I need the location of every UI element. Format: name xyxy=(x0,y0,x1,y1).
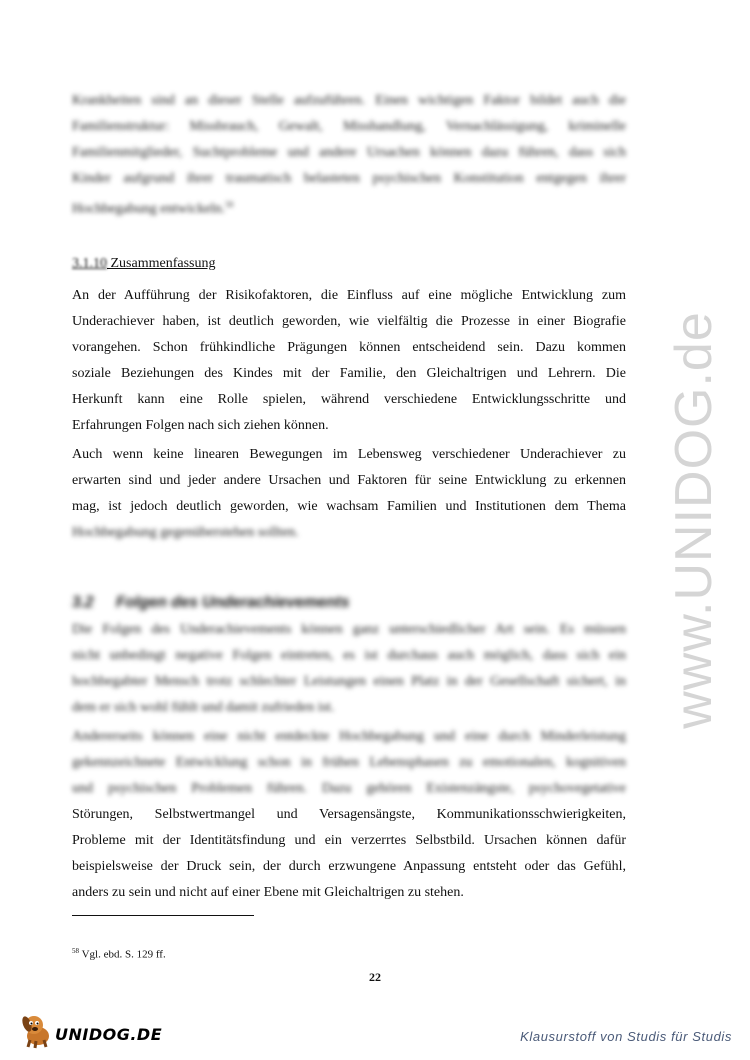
text-line: Familienstruktur: Missbrauch, Gewalt, Misshandlung, Vernachlässigung, kriminelle xyxy=(72,119,626,134)
text-line: Kinder aufgrund ihrer traumatisch belasteten psychischen Konstitution entgegen ihrer xyxy=(72,171,626,186)
text-line: Störungen, Selbstwertmangel und Versagensängste, Kommunikationsschwierigkeiten, xyxy=(72,807,626,822)
text-line: vorangehen. Schon frühkindliche Prägungen können entscheidend sein. Dazu kommen xyxy=(72,340,626,355)
watermark: www.UNIDOG.de xyxy=(665,311,723,729)
intro-paragraph xyxy=(72,88,626,223)
text-line: Die Folgen des Underachievements können ganz unterschiedlicher Art sein. Es müssen xyxy=(72,622,626,637)
footnote-divider xyxy=(72,915,254,916)
text-line: Probleme mit der Identitätsfindung und ein verzerrtes Selbstbild. Ursachen können dafür xyxy=(72,833,626,848)
dog-mascot-icon xyxy=(18,1010,58,1050)
text-line: erwarten sind und jeder andere Ursachen und Faktoren für seine Entwicklung zu erkennen xyxy=(72,473,626,488)
text-line: Herkunft kann eine Rolle spielen, während verschiedene Entwicklungsschritte und xyxy=(72,392,626,407)
summary-paragraph-2 xyxy=(72,442,626,546)
footnote-text: Vgl. ebd. S. 129 ff. xyxy=(81,948,166,961)
text-line-content: Hochbegabung entwickeln. xyxy=(72,201,226,217)
section-title: Folgen des Underachievements xyxy=(116,594,350,611)
text-line xyxy=(72,192,626,223)
summary-paragraph-1 xyxy=(72,283,626,439)
text-line: An der Aufführung der Risikofaktoren, die Einfluss auf eine mögliche Entwicklung zum xyxy=(72,288,626,303)
text-line-blurred: Hochbegabung gegenüberstehen sollten. xyxy=(72,525,299,540)
section-number: 3.2 xyxy=(72,594,94,611)
logo-text: UNIDOG.DE xyxy=(55,1025,163,1044)
text-line-blurred: Andererseits können eine nicht entdeckte Hochbegabung und eine durch Minderleistung xyxy=(72,729,626,744)
footnote-reference[interactable]: 58 xyxy=(225,200,234,209)
section-heading xyxy=(72,594,349,612)
subsection-title: Zusammenfassung xyxy=(110,256,216,271)
text-line: Erfahrungen Folgen nach sich ziehen können. xyxy=(72,418,329,433)
page-number: 22 xyxy=(369,970,381,984)
footnote-marker: 58 xyxy=(72,947,79,955)
text-line: Krankheiten sind an dieser Stelle aufzuführen. Einen wichtigen Faktor bildet auch die xyxy=(72,93,626,108)
tagline: Klausurstoff von Studis für Studis xyxy=(520,1029,732,1044)
text-line: hochbegabter Mensch trotz schlechter Leistungen einen Platz in der Gesellschaft sichert, in xyxy=(72,674,626,689)
text-line: Familienmitglieder, Suchtprobleme und andere Ursachen können dazu führen, dass sich xyxy=(72,145,626,160)
text-line: beispielsweise der Druck sein, der durch erzwungene Anpassung entsteht oder das Gefühl, xyxy=(72,859,626,874)
unidog-logo[interactable] xyxy=(18,1010,163,1050)
consequences-paragraph-2 xyxy=(72,724,626,906)
footnote xyxy=(72,947,166,961)
subsection-heading xyxy=(72,254,215,274)
text-line: nicht unbedingt negative Folgen eintreten, es ist durchaus auch möglich, dass sich ein xyxy=(72,648,626,663)
consequences-paragraph-1 xyxy=(72,617,626,721)
text-line-blurred: und psychischen Problemen führen. Dazu gehören Existenzängste, psychovegetative xyxy=(72,781,626,796)
text-line: Underachiever haben, ist deutlich geworden, wie vielfältig die Prozesse in einer Biografie xyxy=(72,314,626,329)
text-line: dem er sich wohl fühlt und damit zufrieden ist. xyxy=(72,700,335,715)
subsection-number: 3.1.10 xyxy=(72,256,107,271)
text-line-blurred: gekennzeichnete Entwicklung schon in frühen Lebensphasen zu emotionalen, kognitiven xyxy=(72,755,626,770)
text-line: Auch wenn keine linearen Bewegungen im Lebensweg verschiedener Underachiever zu xyxy=(72,447,626,462)
text-line: soziale Beziehungen des Kindes mit der Familie, den Gleichaltrigen und Lehrern. Die xyxy=(72,366,626,381)
text-line: anders zu sein und nicht auf einer Ebene mit Gleichaltrigen zu stehen. xyxy=(72,885,464,900)
text-line: mag, ist jedoch deutlich geworden, wie wachsam Familien und Institutionen dem Thema xyxy=(72,499,626,514)
